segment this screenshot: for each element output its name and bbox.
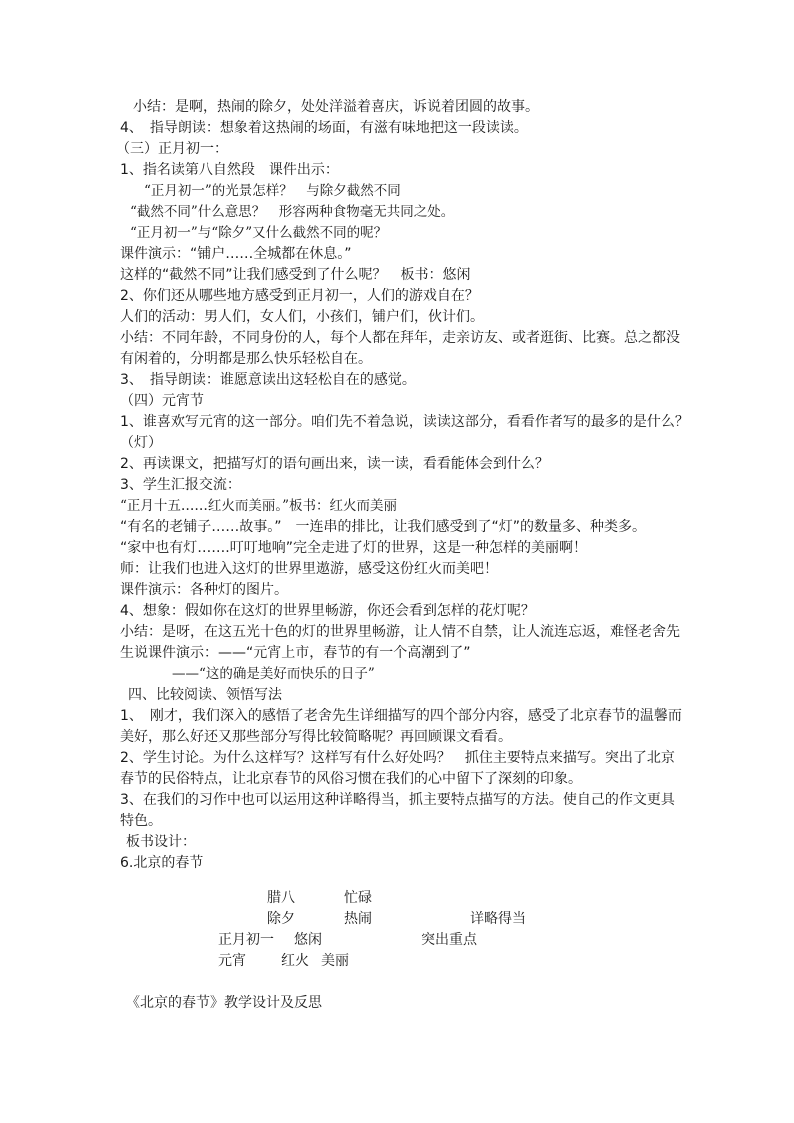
summary-line: 小结：是啊，热闹的除夕，处处洋溢着喜庆，诉说着团圆的故事。 [133,99,539,115]
text-line: 4、 指导朗读：想象着这热闹的场面，有滋有味地把这一段读读。 [120,120,528,136]
text-line: 1、谁喜欢写元宵的这一部分。咱们先不着急说，读读这部分，看看作者写的最多的是什么？ [120,414,689,430]
text-line: 美好，那么好还又那些部分写得比较简略呢？再回顾课文看看。 [120,729,512,745]
text-line: 特色。 [120,813,162,829]
text-line: 师：让我们也进入这灯的世界里遨游，感受这份红火而美吧！ [120,561,498,577]
text-line: 4、想象：假如你在这灯的世界里畅游，你还会看到怎样的花灯呢？ [120,603,535,619]
text-line: “有名的老铺子……故事。” 一连串的排比，让我们感受到了“灯”的数量多、种类多。 [120,519,647,535]
text-line: “正月十五……红火而美丽。”板书：红火而美丽 [120,498,398,514]
text-line: 这样的“截然不同”让我们感受到了什么呢？ 板书：悠闲 [120,267,471,283]
board-cell: 热闹 [344,911,372,927]
footer-title: 《北京的春节》教学设计及反思 [126,995,322,1011]
board-cell: 忙碌 [344,890,372,906]
text-line: 2、学生讨论。为什么这样写？这样写有什么好处吗？ 抓住主要特点来描写。突出了北京 [120,750,675,766]
text-line: 小结：是呀，在这五光十色的灯的世界里畅游，让人情不自禁，让人流连忘返，难怪老舍先 [120,624,680,640]
text-line: 小结：不同年龄，不同身份的人，每个人都在拜年，走亲访友、或者逛街、比赛。总之都没 [120,330,680,346]
text-line: 1、 刚才，我们深入的感悟了老舍先生详细描写的四个部分内容，感受了北京春节的温馨而 [120,708,682,724]
board-cell: 悠闲 [294,932,322,948]
board-cell: 突出重点 [421,932,477,948]
board-cell: 腊八 [267,890,295,906]
text-line: “正月初一”与“除夕”又什么截然不同的呢？ [130,225,388,241]
board-cell: 除夕 [267,911,295,927]
section-heading: （三）正月初一： [116,141,228,157]
text-line: （灯） [120,435,162,451]
text-line: 2、你们还从哪些地方感受到正月初一，人们的游戏自在？ [120,288,479,304]
text-line: “截然不同”什么意思？ 形容两种食物毫无共同之处。 [130,204,455,220]
text-line: 生说课件演示：——“元宵上市，春节的有一个高潮到了” [120,645,471,661]
text-line: “正月初一”的光景怎样？ 与除夕截然不同 [144,183,401,199]
text-line: 人们的活动：男人们，女人们，小孩们，铺户们，伙计们。 [120,309,484,325]
board-cell: 正月初一 [218,932,274,948]
section-heading: 四、比较阅读、领悟写法 [128,687,282,703]
board-cell: 红火 [281,953,309,969]
board-cell: 元宵 [218,953,246,969]
text-line: 课件演示：各种灯的图片。 [120,582,288,598]
text-line: 2、再读课文，把描写灯的语句画出来，读一读，看看能体会到什么？ [120,456,549,472]
board-cell: 详略得当 [470,911,526,927]
text-line: 3、学生汇报交流： [120,477,241,493]
lesson-title: 6.北京的春节 [120,855,204,871]
text-line: 春节的民俗特点，让北京春节的风俗习惯在我们的心中留下了深刻的印象。 [120,771,582,787]
board-heading: 板书设计： [126,834,196,850]
text-line: ——“这的确是美好而快乐的日子” [172,666,375,682]
text-line: 有闲着的，分明都是那么快乐轻松自在。 [120,351,372,367]
text-line: 课件演示：“铺户……全城都在休息。” [120,246,352,262]
text-line: 1、指名读第八自然段 课件出示： [120,162,339,178]
section-heading: （四）元宵节 [120,393,204,409]
text-line: 3、在我们的习作中也可以运用这种详略得当，抓主要特点描写的方法。使自己的作文更具 [120,792,675,808]
text-line: 3、 指导朗读：谁愿意读出这轻松自在的感觉。 [120,372,416,388]
board-cell: 美丽 [321,953,349,969]
text-line: “家中也有灯…….叮叮地响”完全走进了灯的世界，这是一种怎样的美丽啊！ [120,540,587,556]
